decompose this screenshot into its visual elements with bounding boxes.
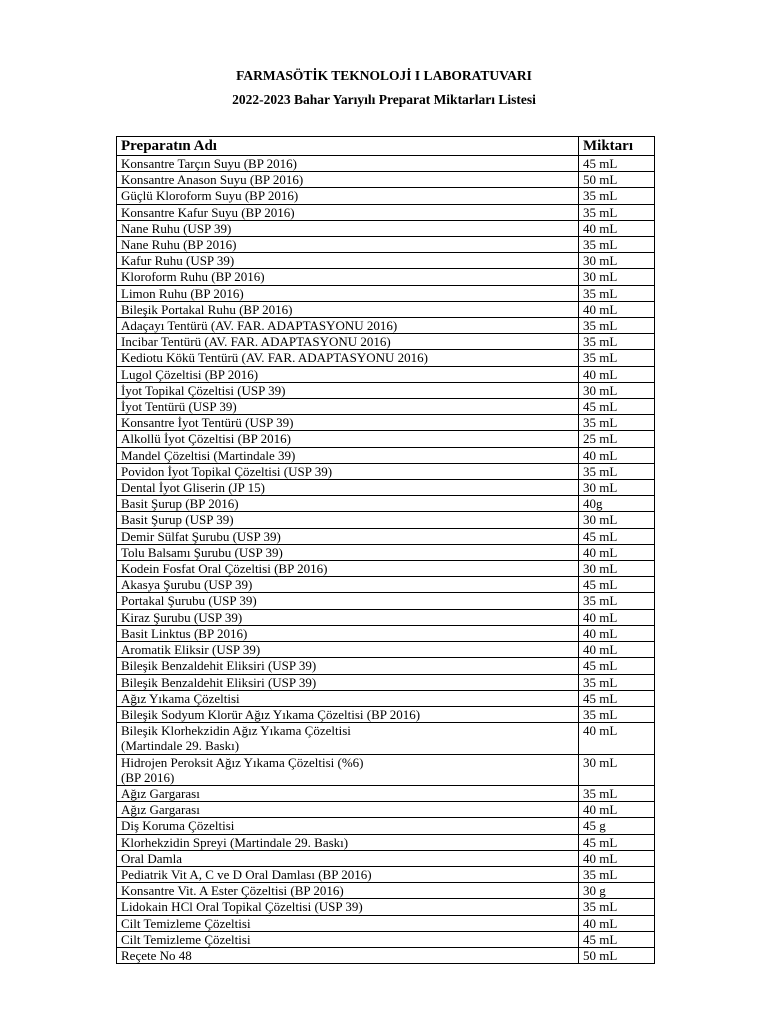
preparation-name: Konsantre İyot Tentürü (USP 39) [121,415,294,431]
preparation-name: Nane Ruhu (USP 39) [121,220,232,236]
amount-cell: 30 mL [579,561,655,577]
preparation-name-cell [117,544,579,560]
table-row [117,431,655,447]
table-row [117,915,655,931]
table-row [117,834,655,850]
amount-cell: 40 mL [579,447,655,463]
preparation-name-cell [117,593,579,609]
preparation-name-cell [117,350,579,366]
amount-cell: 35 mL [579,318,655,334]
table-row [117,528,655,544]
preparation-name-cell [117,318,579,334]
preparation-name-cell [117,512,579,528]
amount-cell: 40 mL [579,915,655,931]
table-row [117,899,655,915]
amount-cell: 35 mL [579,350,655,366]
amount-cell: 45 g [579,818,655,834]
preparation-name: Bileşik Benzaldehit Eliksiri (USP 39) [121,658,317,674]
preparation-name-cell [117,658,579,674]
preparation-name: Nane Ruhu (BP 2016) [121,237,237,253]
amount-cell: 35 mL [579,674,655,690]
preparation-name-continued: (BP 2016) [121,769,175,785]
amount-cell: 35 mL [579,237,655,253]
preparation-name: Konsantre Vit. A Ester Çözeltisi (BP 2016) [121,883,344,899]
preparation-name: Ağız Gargarası [121,785,200,801]
preparation-name-cell [117,850,579,866]
preparation-name-cell [117,609,579,625]
amount-cell: 45 mL [579,528,655,544]
preparation-name-cell [117,883,579,899]
preparation-name-cell [117,642,579,658]
preparation-name: Bileşik Benzaldehit Eliksiri (USP 39) [121,674,317,690]
table-row [117,850,655,866]
preparation-name-cell [117,899,579,915]
preparation-name: Konsantre Anason Suyu (BP 2016) [121,172,304,188]
preparation-name-cell [117,577,579,593]
amount-cell: 35 mL [579,334,655,350]
table-row [117,463,655,479]
table-row [117,204,655,220]
preparation-name-cell [117,723,579,754]
table-row [117,172,655,188]
amount-cell: 40 mL [579,723,655,754]
preparation-name-cell [117,382,579,398]
amount-cell: 30 mL [579,512,655,528]
preparation-name: Bileşik Klorhekzidin Ağız Yıkama Çözeltisi [121,723,351,739]
amount-cell: 40g [579,496,655,512]
preparation-name-cell [117,301,579,317]
preparation-name: Demir Sülfat Şurubu (USP 39) [121,528,281,544]
amount-cell: 40 mL [579,609,655,625]
header-preparation-name: Preparatın Adı [117,137,579,156]
amount-cell: 40 mL [579,220,655,236]
table-row [117,866,655,882]
table-row [117,593,655,609]
table-row [117,188,655,204]
preparation-name-cell [117,802,579,818]
table-row [117,480,655,496]
amount-cell: 30 mL [579,382,655,398]
table-row [117,931,655,947]
document-title: FARMASÖTİK TEKNOLOJİ I LABORATUVARI [236,68,532,83]
table-row [117,415,655,431]
table-row [117,382,655,398]
preparation-name-cell [117,172,579,188]
amount-cell: 45 mL [579,399,655,415]
preparation-name: İyot Tentürü (USP 39) [121,399,237,415]
preparation-name: Basit Şurup (BP 2016) [121,496,239,512]
preparation-name: Adaçayı Tentürü (AV. FAR. ADAPTASYONU 2016) [121,318,398,334]
amount-cell: 30 g [579,883,655,899]
preparation-name-cell [117,915,579,931]
amount-cell: 35 mL [579,463,655,479]
amount-cell: 35 mL [579,593,655,609]
amount-cell: 35 mL [579,866,655,882]
preparation-name-cell [117,931,579,947]
amount-cell: 35 mL [579,785,655,801]
header-amount: Miktarı [579,137,655,156]
preparation-name-cell [117,285,579,301]
preparation-name: Alkollü İyot Çözeltisi (BP 2016) [121,431,291,447]
table-header-row [117,137,655,156]
preparation-name-cell [117,447,579,463]
preparation-name-cell [117,334,579,350]
preparation-name-cell [117,188,579,204]
preparation-name: Portakal Şurubu (USP 39) [121,593,257,609]
preparation-name-cell [117,237,579,253]
preparation-name: Cilt Temizleme Çözeltisi [121,931,251,947]
preparation-name: Basit Şurup (USP 39) [121,512,234,528]
preparation-name: Konsantre Tarçın Suyu (BP 2016) [121,156,298,171]
preparation-name-cell [117,625,579,641]
table-row [117,642,655,658]
amount-cell: 35 mL [579,899,655,915]
table-row [117,269,655,285]
preparation-name-cell [117,947,579,963]
preparation-name: Kafur Ruhu (USP 39) [121,253,235,269]
preparation-name-cell [117,496,579,512]
amount-cell: 30 mL [579,253,655,269]
preparation-name-cell [117,866,579,882]
preparation-name: Basit Linktus (BP 2016) [121,625,248,641]
preparation-name: Konsantre Kafur Suyu (BP 2016) [121,204,295,220]
amount-cell: 40 mL [579,802,655,818]
preparation-name-continued: (Martindale 29. Baskı) [121,738,240,754]
table-body [117,156,655,964]
table-row [117,399,655,415]
preparation-name-cell [117,706,579,722]
preparation-name-cell [117,220,579,236]
preparation-name: Kediotu Kökü Tentürü (AV. FAR. ADAPTASYONU 2016) [121,350,428,366]
amount-cell: 45 mL [579,690,655,706]
preparation-name: Kloroform Ruhu (BP 2016) [121,269,265,285]
amount-cell: 35 mL [579,204,655,220]
preparation-name-cell [117,463,579,479]
preparation-name-cell [117,561,579,577]
amount-cell: 50 mL [579,172,655,188]
preparation-name: Pediatrik Vit A, C ve D Oral Damlası (BP 2016) [121,866,372,882]
table-row [117,802,655,818]
preparation-name: Güçlü Kloroform Suyu (BP 2016) [121,188,299,204]
table-row [117,561,655,577]
amount-cell: 45 mL [579,931,655,947]
preparation-name: Diş Koruma Çözeltisi [121,818,235,834]
table-row [117,318,655,334]
preparation-name-cell [117,156,579,172]
amount-cell: 40 mL [579,850,655,866]
preparation-name: Ağız Gargarası [121,802,200,818]
preparation-name: Oral Damla [121,850,183,866]
amount-cell: 45 mL [579,834,655,850]
table-row [117,285,655,301]
preparation-name: Lidokain HCl Oral Topikal Çözeltisi (USP 39) [121,899,363,915]
amount-cell: 45 mL [579,577,655,593]
preparation-name: Cilt Temizleme Çözeltisi [121,915,251,931]
table-row [117,609,655,625]
table-row [117,350,655,366]
table-row [117,723,655,754]
table-row [117,496,655,512]
preparation-name-cell [117,480,579,496]
amount-cell: 40 mL [579,642,655,658]
preparation-name-cell [117,253,579,269]
preparation-name-cell [117,415,579,431]
table-row [117,447,655,463]
amount-cell: 45 mL [579,658,655,674]
preparation-name: Kodein Fosfat Oral Çözeltisi (BP 2016) [121,561,328,577]
preparation-name-cell [117,754,579,785]
preparation-name: Ağız Yıkama Çözeltisi [121,690,240,706]
table-row [117,754,655,785]
table-row [117,220,655,236]
preparation-name: Akasya Şurubu (USP 39) [121,577,253,593]
table-row [117,785,655,801]
amount-cell: 30 mL [579,754,655,785]
amount-cell: 40 mL [579,625,655,641]
document-subtitle: 2022-2023 Bahar Yarıyılı Preparat Miktarları Listesi [232,92,536,107]
amount-cell: 40 mL [579,301,655,317]
preparation-name-cell [117,818,579,834]
preparation-name: Hidrojen Peroksit Ağız Yıkama Çözeltisi (%6) [121,754,364,770]
preparation-name: Incibar Tentürü (AV. FAR. ADAPTASYONU 2016) [121,334,391,350]
preparation-name-cell [117,674,579,690]
preparation-table [116,136,655,964]
preparation-name: İyot Topikal Çözeltisi (USP 39) [121,382,286,398]
amount-cell: 35 mL [579,415,655,431]
preparation-name-cell [117,785,579,801]
table-row [117,658,655,674]
preparation-name-cell [117,204,579,220]
amount-cell: 25 mL [579,431,655,447]
amount-cell: 40 mL [579,544,655,560]
table-row [117,512,655,528]
preparation-name-cell [117,269,579,285]
amount-cell: 40 mL [579,366,655,382]
preparation-name-cell [117,834,579,850]
preparation-name-cell [117,366,579,382]
table-row [117,253,655,269]
preparation-name: Bileşik Portakal Ruhu (BP 2016) [121,301,293,317]
preparation-name: Limon Ruhu (BP 2016) [121,285,244,301]
amount-cell: 50 mL [579,947,655,963]
preparation-name-cell [117,431,579,447]
preparation-name: Aromatik Eliksir (USP 39) [121,642,261,658]
preparation-name: Reçete No 48 [121,947,192,963]
table-row [117,544,655,560]
table-row [117,883,655,899]
preparation-name: Dental İyot Gliserin (JP 15) [121,480,265,496]
amount-cell: 30 mL [579,269,655,285]
preparation-name: Tolu Balsamı Şurubu (USP 39) [121,544,283,560]
preparation-name: Klorhekzidin Spreyi (Martindale 29. Baskı) [121,834,349,850]
table-row [117,947,655,963]
preparation-name: Kiraz Şurubu (USP 39) [121,609,243,625]
amount-cell: 35 mL [579,285,655,301]
table-row [117,818,655,834]
preparation-name-cell [117,528,579,544]
preparation-name: Mandel Çözeltisi (Martindale 39) [121,447,296,463]
table-row [117,690,655,706]
amount-cell: 45 mL [579,156,655,172]
table-row [117,674,655,690]
preparation-name: Bileşik Sodyum Klorür Ağız Yıkama Çözeltisi (BP 2016) [121,706,421,722]
preparation-name: Povidon İyot Topikal Çözeltisi (USP 39) [121,463,333,479]
amount-cell: 30 mL [579,480,655,496]
preparation-name: Lugol Çözeltisi (BP 2016) [121,366,259,382]
table-row [117,237,655,253]
table-row [117,625,655,641]
amount-cell: 35 mL [579,706,655,722]
preparation-name-cell [117,690,579,706]
table-row [117,334,655,350]
table-row [117,706,655,722]
table-row [117,156,655,172]
preparation-name-cell [117,399,579,415]
table-row [117,366,655,382]
table-row [117,577,655,593]
amount-cell: 35 mL [579,188,655,204]
table-row [117,301,655,317]
